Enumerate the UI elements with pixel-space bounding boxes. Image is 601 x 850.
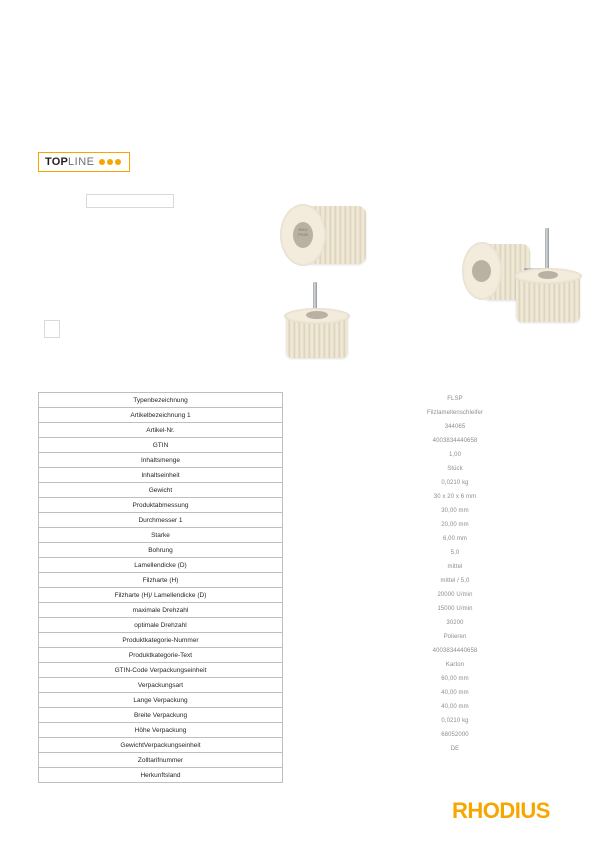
spec-value: 40,00 mm	[441, 690, 469, 696]
product-image-wheel-1	[276, 202, 368, 268]
table-row	[39, 573, 283, 588]
topline-badge	[38, 152, 130, 172]
spec-label: GTIN	[39, 438, 283, 453]
spec-label: Verpackungsart	[39, 678, 283, 693]
spec-value: 0,0210 kg	[441, 480, 469, 486]
wheel-shaft	[313, 282, 317, 310]
table-row	[39, 468, 283, 483]
topline-badge-label	[45, 157, 94, 168]
spec-label: Filzharte (H)/ Lamellendicke (D)	[39, 588, 283, 603]
wheel-shaft	[545, 228, 549, 272]
table-row	[39, 588, 283, 603]
spec-value: 4003834440658	[432, 648, 478, 654]
table-row	[39, 723, 283, 738]
table-row	[39, 708, 283, 723]
spec-value: Polieren	[443, 634, 467, 640]
spec-label: GewichtVerpackungseinheit	[39, 738, 283, 753]
spec-value: 30 x 20 x 6 mm	[433, 494, 477, 500]
spec-label: Produktkategorie-Nummer	[39, 633, 283, 648]
spec-value: 344065	[444, 424, 466, 430]
spec-label: Typenbezeichnung	[39, 393, 283, 408]
spec-value: DE	[450, 746, 460, 752]
spec-label: Produktabmessung	[39, 498, 283, 513]
spec-label: Artikelbezeichnung 1	[39, 408, 283, 423]
spec-label: Herkunftsland	[39, 768, 283, 783]
product-image-wheel-4	[510, 228, 590, 336]
spec-value: 6,00 mm	[442, 536, 468, 542]
spec-label: Inhaltsmenge	[39, 453, 283, 468]
table-row	[39, 753, 283, 768]
table-row	[39, 768, 283, 783]
spec-value: 4003834440658	[432, 438, 478, 444]
specification-table-body	[39, 393, 283, 783]
wheel-hub	[538, 271, 558, 279]
spec-label: Inhaltseinheit	[39, 468, 283, 483]
spec-label: Artikel-Nr.	[39, 423, 283, 438]
table-row	[39, 738, 283, 753]
spec-value: 20,00 mm	[441, 522, 469, 528]
rhodius-logo-text: RHODIUS	[452, 798, 550, 823]
spec-value: 0,0210 kg	[441, 718, 469, 724]
spec-label: Breite Verpackung	[39, 708, 283, 723]
table-row	[39, 663, 283, 678]
spec-label: Lamellendicke (D)	[39, 558, 283, 573]
spec-value: 30200	[446, 620, 464, 626]
table-row	[39, 528, 283, 543]
spec-label: Filzharte (H)	[39, 573, 283, 588]
product-image-wheel-2	[280, 282, 360, 360]
specification-table	[38, 392, 283, 783]
table-row	[39, 453, 283, 468]
spec-label: Zolltarifnummer	[39, 753, 283, 768]
spec-label: optimale Drehzahl	[39, 618, 283, 633]
topline-thin-text: LINE	[68, 155, 95, 168]
wheel-stamp: RHO FH25	[298, 227, 308, 237]
spec-value: FLSP	[447, 396, 463, 402]
table-row	[39, 498, 283, 513]
spec-value: 68052000	[441, 732, 469, 738]
rhodius-logo	[452, 800, 564, 822]
spec-value: Karton	[445, 662, 465, 668]
spec-value: 5,0	[450, 550, 460, 556]
spec-label: Durchmesser 1	[39, 513, 283, 528]
topline-dot-2	[107, 159, 113, 165]
table-row	[39, 393, 283, 408]
table-row	[39, 513, 283, 528]
table-row	[39, 438, 283, 453]
topline-dots	[99, 159, 121, 165]
table-row	[39, 408, 283, 423]
topline-bold-text: TOP	[45, 155, 69, 168]
spec-label: Lange Verpackung	[39, 693, 283, 708]
spec-label: Starke	[39, 528, 283, 543]
icon-placeholder	[44, 320, 60, 338]
specification-values	[360, 392, 550, 756]
topline-dot-1	[99, 159, 105, 165]
spec-label: Produktkategorie-Text	[39, 648, 283, 663]
spec-value: 15000 U/min	[437, 606, 473, 612]
spec-label: GTIN-Code Verpackungseinheit	[39, 663, 283, 678]
table-row	[39, 483, 283, 498]
spec-value: Stück	[447, 466, 463, 472]
table-row	[39, 693, 283, 708]
table-row	[39, 543, 283, 558]
spec-value: mittel	[447, 564, 463, 570]
table-row	[39, 558, 283, 573]
product-title-placeholder	[86, 194, 174, 208]
table-row	[39, 423, 283, 438]
table-row	[39, 648, 283, 663]
spec-value: 30,00 mm	[441, 508, 469, 514]
spec-label: Gewicht	[39, 483, 283, 498]
wheel-hub	[472, 260, 491, 282]
spec-label: Bohrung	[39, 543, 283, 558]
spec-value: Filzlamellenschleifer	[426, 410, 484, 416]
spec-value: mittel / 5,0	[440, 578, 470, 584]
wheel-hub	[306, 311, 328, 319]
spec-label: Höhe Verpackung	[39, 723, 283, 738]
spec-value: 20000 U/min	[437, 592, 473, 598]
topline-dot-3	[115, 159, 121, 165]
table-row	[39, 633, 283, 648]
spec-value: 40,00 mm	[441, 704, 469, 710]
table-row	[39, 618, 283, 633]
spec-value: 60,00 mm	[441, 676, 469, 682]
table-row	[39, 603, 283, 618]
spec-label: maximale Drehzahl	[39, 603, 283, 618]
product-image-group	[258, 180, 578, 380]
table-row	[39, 678, 283, 693]
spec-value: 1,00	[448, 452, 462, 458]
